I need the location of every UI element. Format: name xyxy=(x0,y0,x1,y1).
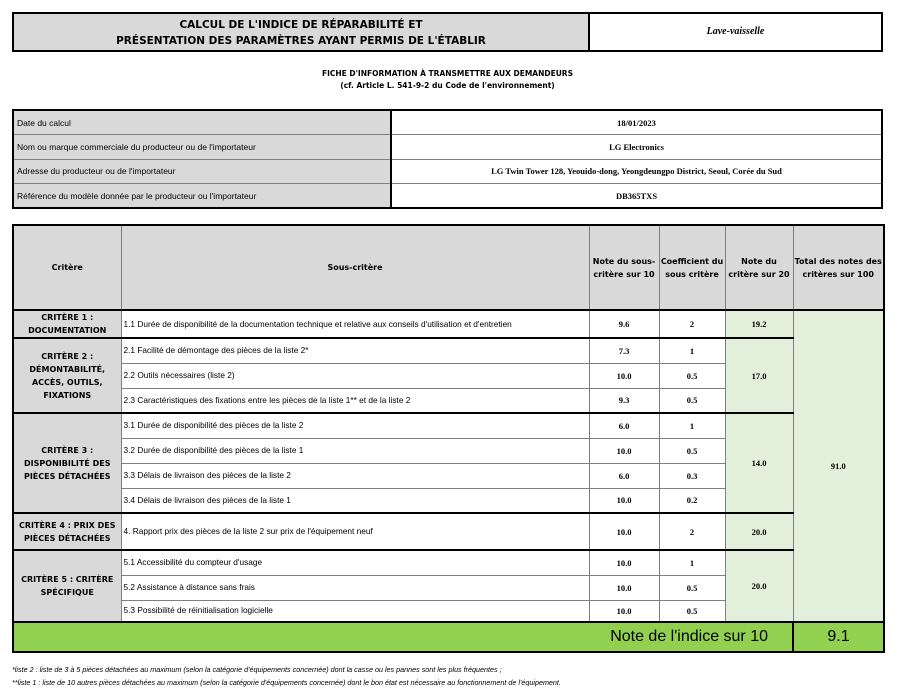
final-score-row xyxy=(13,622,884,652)
info-label: Référence du modèle donnée par le producteur ou l'importateur xyxy=(13,184,391,209)
table-row xyxy=(13,513,884,550)
subcriterion-label: 5.2 Assistance à distance sans frais xyxy=(121,575,589,600)
info-table xyxy=(12,109,883,209)
footnotes xyxy=(12,663,888,689)
subcriterion-note: 10.0 xyxy=(589,363,659,388)
info-row-brand xyxy=(13,135,882,160)
criterion-4-name: CRITÈRE 4 : PRIX DES PIÈCES DÉTACHÉES xyxy=(13,513,121,550)
score-table xyxy=(12,224,885,653)
subcriterion-label: 5.1 Accessibilité du compteur d'usage xyxy=(121,550,589,575)
info-value: DB365TXS xyxy=(391,184,882,209)
subcriterion-note: 7.3 xyxy=(589,338,659,363)
subcriterion-coef: 2 xyxy=(659,513,725,550)
subcriterion-note: 9.3 xyxy=(589,388,659,413)
table-header-row xyxy=(13,225,884,310)
criterion-1-name: CRITÈRE 1 : DOCUMENTATION xyxy=(13,310,121,338)
header-total: Total des notes des critères sur 100 xyxy=(793,225,884,310)
subcriterion-coef: 0.5 xyxy=(659,438,725,463)
subcriterion-coef: 1 xyxy=(659,413,725,438)
header-critere: Critère xyxy=(13,225,121,310)
subcriterion-note: 9.6 xyxy=(589,310,659,338)
criterion-3-name: CRITÈRE 3 : DISPONIBILITÉ DES PIÈCES DÉTACHÉES xyxy=(13,413,121,513)
subcriterion-label: 3.4 Délais de livraison des pièces de la liste 1 xyxy=(121,488,589,513)
subcriterion-label: 2.3 Caractéristiques des fixations entre les pièces de la liste 1** et de la liste 2 xyxy=(121,388,589,413)
subcriterion-coef: 0.2 xyxy=(659,488,725,513)
criterion-3-note: 14.0 xyxy=(725,413,793,513)
criterion-5-name: CRITÈRE 5 : CRITÈRE SPÉCIFIQUE xyxy=(13,550,121,622)
fiche-subtitle xyxy=(12,68,883,92)
subcriterion-label: 3.1 Durée de disponibilité des pièces de la liste 2 xyxy=(121,413,589,438)
criterion-1-note: 19.2 xyxy=(725,310,793,338)
subcriterion-note: 10.0 xyxy=(589,600,659,622)
final-score-value: 9.1 xyxy=(793,622,884,652)
subcriterion-label: 3.3 Délais de livraison des pièces de la liste 2 xyxy=(121,463,589,488)
subcriterion-coef: 0.5 xyxy=(659,600,725,622)
info-row-address xyxy=(13,159,882,184)
product-type: Lave-vaisselle xyxy=(590,12,883,52)
subcriterion-note: 6.0 xyxy=(589,463,659,488)
document-title xyxy=(12,12,590,52)
subcriterion-label: 3.2 Durée de disponibilité des pièces de la liste 1 xyxy=(121,438,589,463)
subcriterion-coef: 1 xyxy=(659,550,725,575)
header-note-sous-critere: Note du sous-critère sur 10 xyxy=(589,225,659,310)
subcriterion-note: 10.0 xyxy=(589,575,659,600)
info-label: Adresse du producteur ou de l'importateur xyxy=(13,159,391,184)
info-value: LG Electronics xyxy=(391,135,882,160)
subcriterion-label: 1.1 Durée de disponibilité de la documentation technique et relative aux conseils d'utilisation et d'entretien xyxy=(121,310,589,338)
subcriterion-note: 10.0 xyxy=(589,513,659,550)
info-label: Nom ou marque commerciale du producteur ou de l'importateur xyxy=(13,135,391,160)
subcriterion-note: 10.0 xyxy=(589,550,659,575)
footnote-liste-2: *liste 2 : liste de 3 à 5 pièces détachées au maximum (selon la catégorie d'équipements concernée) dont la casse ou les pannes sont les plus fréquentes ; xyxy=(12,665,502,674)
table-row xyxy=(13,310,884,338)
subcriterion-note: 6.0 xyxy=(589,413,659,438)
footnote-liste-1: **liste 1 : liste de 10 autres pièces détachées au maximum (selon la catégorie d'équipements concernée) dont le bon état est nécessaire au fonctionnement de l'équipement. xyxy=(12,678,561,687)
fiche-line-2: (cf. Article L. 541-9-2 du Code de l'environnement) xyxy=(340,81,555,90)
subcriterion-note: 10.0 xyxy=(589,438,659,463)
subcriterion-coef: 0.5 xyxy=(659,575,725,600)
info-label: Date du calcul xyxy=(13,110,391,135)
criterion-4-note: 20.0 xyxy=(725,513,793,550)
subcriterion-coef: 0.5 xyxy=(659,388,725,413)
criterion-2-name: CRITÈRE 2 : DÉMONTABILITÉ, ACCÈS, OUTILS, FIXATIONS xyxy=(13,338,121,413)
table-row xyxy=(13,413,884,438)
info-value: 18/01/2023 xyxy=(391,110,882,135)
table-row xyxy=(13,338,884,363)
subcriterion-note: 10.0 xyxy=(589,488,659,513)
criterion-2-note: 17.0 xyxy=(725,338,793,413)
table-row xyxy=(13,550,884,575)
info-row-reference xyxy=(13,184,882,209)
subcriterion-label: 2.1 Facilité de démontage des pièces de la liste 2* xyxy=(121,338,589,363)
header-sous-critere: Sous-critère xyxy=(121,225,589,310)
criterion-5-note: 20.0 xyxy=(725,550,793,622)
final-score-label: Note de l'indice sur 10 xyxy=(13,622,793,652)
title-line-2: PRÉSENTATION DES PARAMÈTRES AYANT PERMIS DE L'ÉTABLIR xyxy=(116,35,486,47)
subcriterion-label: 4. Rapport prix des pièces de la liste 2 sur prix de l'équipement neuf xyxy=(121,513,589,550)
title-line-1: CALCUL DE L'INDICE DE RÉPARABILITÉ ET xyxy=(179,19,423,31)
subcriterion-label: 5.3 Possibilité de réinitialisation logicielle xyxy=(121,600,589,622)
fiche-line-1: FICHE D'INFORMATION À TRANSMETTRE AUX DEMANDEURS xyxy=(321,69,573,78)
header-note-critere: Note du critère sur 20 xyxy=(725,225,793,310)
subcriterion-coef: 2 xyxy=(659,310,725,338)
subcriterion-coef: 0.3 xyxy=(659,463,725,488)
info-row-date xyxy=(13,110,882,135)
subcriterion-coef: 0.5 xyxy=(659,363,725,388)
info-value: LG Twin Tower 128, Yeouido-dong, Yeongdeungpo District, Seoul, Corée du Sud xyxy=(391,159,882,184)
subcriterion-label: 2.2 Outils nécessaires (liste 2) xyxy=(121,363,589,388)
header-coefficient: Coefficient du sous critère xyxy=(659,225,725,310)
total-score: 91.0 xyxy=(793,310,884,622)
subcriterion-coef: 1 xyxy=(659,338,725,363)
